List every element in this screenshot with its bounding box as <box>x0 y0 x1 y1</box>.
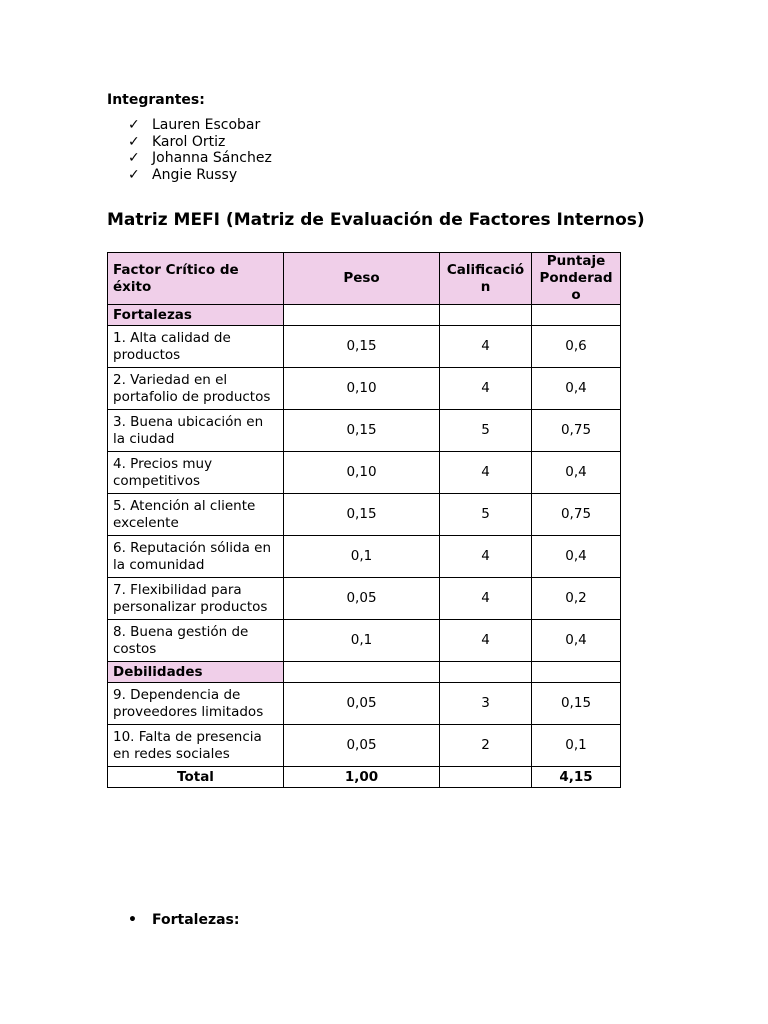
factor-cell: 1. Alta calidad de productos <box>108 326 284 368</box>
puntaje-cell: 0,4 <box>532 536 621 578</box>
check-icon: ✓ <box>128 133 140 150</box>
list-item <box>107 150 272 167</box>
member-name: Karol Ortiz <box>152 133 226 150</box>
section-row-weaknesses <box>108 662 621 683</box>
calificacion-cell: 5 <box>440 410 532 452</box>
total-peso: 1,00 <box>284 767 440 788</box>
peso-cell: 0,15 <box>284 410 440 452</box>
total-label: Total <box>108 767 284 788</box>
factor-cell: 10. Falta de presencia en redes sociales <box>108 725 284 767</box>
empty-cell <box>284 662 440 683</box>
check-icon: ✓ <box>128 166 140 183</box>
peso-cell: 0,05 <box>284 683 440 725</box>
peso-cell: 0,05 <box>284 578 440 620</box>
peso-cell: 0,05 <box>284 725 440 767</box>
peso-cell: 0,1 <box>284 620 440 662</box>
peso-cell: 0,1 <box>284 536 440 578</box>
member-name: Lauren Escobar <box>152 117 261 133</box>
empty-cell <box>440 662 532 683</box>
mefi-table <box>107 252 621 788</box>
calificacion-cell: 3 <box>440 683 532 725</box>
check-icon: ✓ <box>128 117 140 133</box>
table-row <box>108 578 621 620</box>
peso-cell: 0,15 <box>284 326 440 368</box>
members-title: Integrantes: <box>107 92 205 108</box>
empty-cell <box>532 305 621 326</box>
section-row-strengths <box>108 305 621 326</box>
factor-cell: 6. Reputación sólida en la comunidad <box>108 536 284 578</box>
total-calificacion <box>440 767 532 788</box>
section-label-weaknesses: Debilidades <box>108 662 284 683</box>
calificacion-cell: 5 <box>440 494 532 536</box>
table-row <box>108 410 621 452</box>
table-row <box>108 725 621 767</box>
bullet-icon: • <box>128 912 137 928</box>
calificacion-cell: 4 <box>440 452 532 494</box>
section-label-strengths: Fortalezas <box>108 305 284 326</box>
factor-cell: 5. Atención al cliente excelente <box>108 494 284 536</box>
header-peso: Peso <box>284 253 440 305</box>
puntaje-cell: 0,1 <box>532 725 621 767</box>
header-calificacion: Calificació n <box>440 253 532 305</box>
table-row <box>108 620 621 662</box>
member-name: Angie Russy <box>152 166 238 183</box>
matrix-title: Matriz MEFI (Matriz de Evaluación de Factores Internos) <box>107 210 645 230</box>
calificacion-cell: 2 <box>440 725 532 767</box>
header-factor: Factor Crítico de éxito <box>108 253 284 305</box>
table-row <box>108 326 621 368</box>
header-puntaje: Puntaje Ponderad o <box>532 253 621 305</box>
table-row <box>108 452 621 494</box>
peso-cell: 0,15 <box>284 494 440 536</box>
puntaje-cell: 0,6 <box>532 326 621 368</box>
total-puntaje: 4,15 <box>532 767 621 788</box>
puntaje-cell: 0,4 <box>532 620 621 662</box>
puntaje-cell: 0,4 <box>532 368 621 410</box>
empty-cell <box>532 662 621 683</box>
strengths-heading: Fortalezas: <box>152 912 240 928</box>
calificacion-cell: 4 <box>440 578 532 620</box>
puntaje-cell: 0,75 <box>532 410 621 452</box>
calificacion-cell: 4 <box>440 620 532 662</box>
empty-cell <box>284 305 440 326</box>
factor-cell: 3. Buena ubicación en la ciudad <box>108 410 284 452</box>
member-name: Johanna Sánchez <box>152 150 272 167</box>
table-row <box>108 494 621 536</box>
table-row <box>108 536 621 578</box>
calificacion-cell: 4 <box>440 536 532 578</box>
puntaje-cell: 0,15 <box>532 683 621 725</box>
table-header-row <box>108 253 621 305</box>
calificacion-cell: 4 <box>440 368 532 410</box>
peso-cell: 0,10 <box>284 452 440 494</box>
list-item <box>107 134 272 151</box>
puntaje-cell: 0,75 <box>532 494 621 536</box>
factor-cell: 7. Flexibilidad para personalizar productos <box>108 578 284 620</box>
factor-cell: 2. Variedad en el portafolio de productos <box>108 368 284 410</box>
table-row <box>108 368 621 410</box>
calificacion-cell: 4 <box>440 326 532 368</box>
members-list <box>107 117 272 183</box>
puntaje-cell: 0,4 <box>532 452 621 494</box>
check-icon: ✓ <box>128 150 140 167</box>
table-row <box>108 683 621 725</box>
peso-cell: 0,10 <box>284 368 440 410</box>
puntaje-cell: 0,2 <box>532 578 621 620</box>
factor-cell: 9. Dependencia de proveedores limitados <box>108 683 284 725</box>
factor-cell: 8. Buena gestión de costos <box>108 620 284 662</box>
empty-cell <box>440 305 532 326</box>
factor-cell: 4. Precios muy competitivos <box>108 452 284 494</box>
total-row <box>108 767 621 788</box>
list-item <box>107 117 272 134</box>
list-item <box>107 167 272 184</box>
